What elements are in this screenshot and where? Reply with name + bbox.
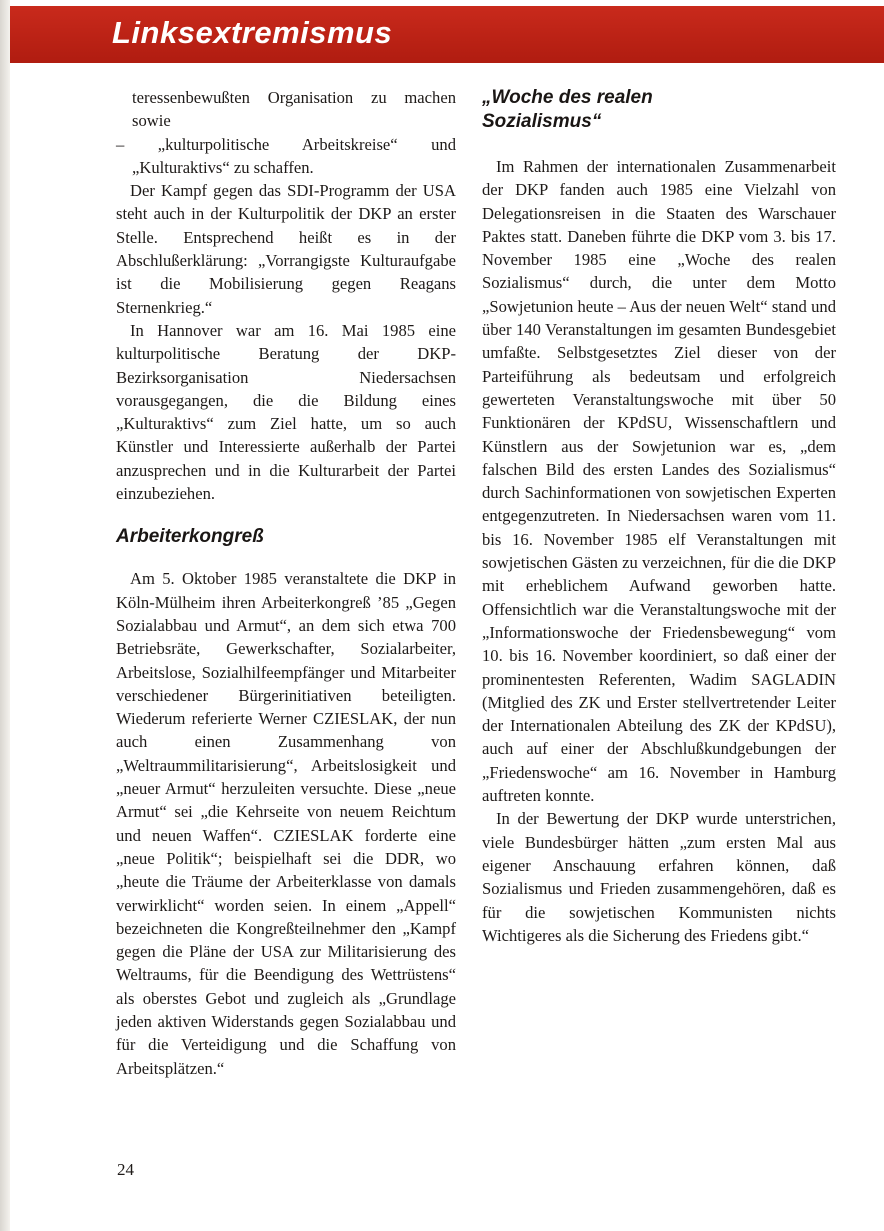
right-column — [482, 86, 836, 947]
page-edge — [0, 0, 10, 1231]
page-title: Linksextremismus — [112, 15, 393, 50]
section-heading-woche — [482, 86, 836, 134]
heading-line-1: „Woche des realen — [482, 87, 653, 108]
section-heading-arbeiterkongress: Arbeiterkongreß — [116, 526, 264, 548]
heading-line-2: Sozialismus“ — [482, 111, 602, 132]
page-number: 24 — [117, 1160, 134, 1179]
paragraph-continuation: teressenbewußten Organisation zu machen sowie — [132, 88, 456, 131]
list-item: – „kulturpolitische Arbeitskreise“ und „Kulturaktivs“ zu schaffen. — [116, 134, 456, 177]
paragraph-hannover: In Hannover war am 16. Mai 1985 eine kulturpolitische Beratung der DKP-Bezirksorganisation Niedersachsen vorausgegangen, die die Bildung eines „Kulturaktivs“ zum Ziel hatte, um so auch Künstler und Interessierte außerhalb der Partei anzusprechen und in die Kulturarbeit der Partei einzubeziehen. — [116, 320, 456, 504]
left-column — [116, 86, 456, 1080]
paragraph-sdi: Der Kampf gegen das SDI-Programm der USA steht auch in der Kulturpolitik der DKP an erster Stelle. Entsprechend heißt es in der Abschlußerklärung: „Vorrangigste Kulturaufgabe ist die Mobilisierung gegen Reagans Sternenkrieg.“ — [116, 181, 456, 317]
paragraph-bewertung: In der Bewertung der DKP wurde unterstrichen, viele Bundesbürger hätten „zum ersten Mal aus eigener Anschauung erfahren können, daß Sozialismus und Frieden zusammengehören, daß es für die sowjetischen Kommunisten nichts Wichtigeres als die Sicherung des Friedens gibt.“ — [482, 809, 836, 945]
paragraph-arbeiterkongress: Am 5. Oktober 1985 veranstaltete die DKP in Köln-Mülheim ihren Arbeiterkongreß ’85 „Gegen Sozialabbau und Armut“, an dem sich etwa 700 Betriebsräte, Gewerkschafter, Sozialarbeiter, Arbeitslose, Sozialhilfeempfänger und Mitarbeiter verschiedener Bürgerinitiativen beteiligten. Wiederum referierte Werner CZIESLAK, der nun auch einen Zusammenhang von „Weltraummilitarisierung“, Arbeitslosigkeit und „neuer Armut“ herzuleiten versuchte. Diese „neue Armut“ sei „die Kehrseite von neuem Reichtum und neuen Waffen“. CZIESLAK forderte eine „neue Politik“; beispielhaft sei die DDR, wo „heute die Träume der Arbeiterklasse von damals verwirklicht“ worden seien. In einem „Appell“ bezeichneten die Kongreßteilnehmer den „Kampf gegen die Pläne der USA zur Militarisierung des Weltraums, für die Beendigung des Wettrüstens“ als oberstes Gebot und zugleich als „Grundlage jeden aktiven Widerstands gegen Sozialabbau und für die Verteidigung und die Schaffung von Arbeitsplätzen.“ — [116, 569, 456, 1078]
paragraph-woche: Im Rahmen der internationalen Zusammenarbeit der DKP fanden auch 1985 eine Vielzahl von Delegationsreisen in die Staaten des Warschauer Paktes statt. Daneben führte die DKP vom 3. bis 17. November 1985 eine „Woche des realen Sozialismus“ durch, die unter dem Motto „Sowjetunion heute – Aus der neuen Welt“ stand und über 140 Veranstaltungen im gesamten Bundesgebiet umfaßte. Selbstgesetztes Ziel dieser von der Parteiführung als bedeutsam und erfolgreich gewerteten Veranstaltungswoche mit über 50 Funktionären der KPdSU, Wissenschaftlern und Künstlern aus der Sowjetunion war es, „dem falschen Bild des ersten Landes des Sozialismus“ durch Sachinformationen von sowjetischen Experten entgegenzutreten. In Niedersachsen waren vom 11. bis 16. November 1985 elf Veranstaltungen mit sowjetischen Gästen zu verzeichnen, für die die DKP mit erheblichem Aufwand geworben hatte. Offensichtlich war die Veranstaltungswoche mit der „Informationswoche der Friedensbewegung“ vom 10. bis 16. November koordiniert, so daß einer der prominentesten Referenten, Wadim SAGLADIN (Mitglied des ZK und Erster stellvertretender Leiter der Internationalen Abteilung des ZK der KPdSU), auch auf einer der Abschlußkundgebungen der „Friedenswoche“ am 16. November in Hamburg auftreten konnte. — [482, 157, 836, 806]
